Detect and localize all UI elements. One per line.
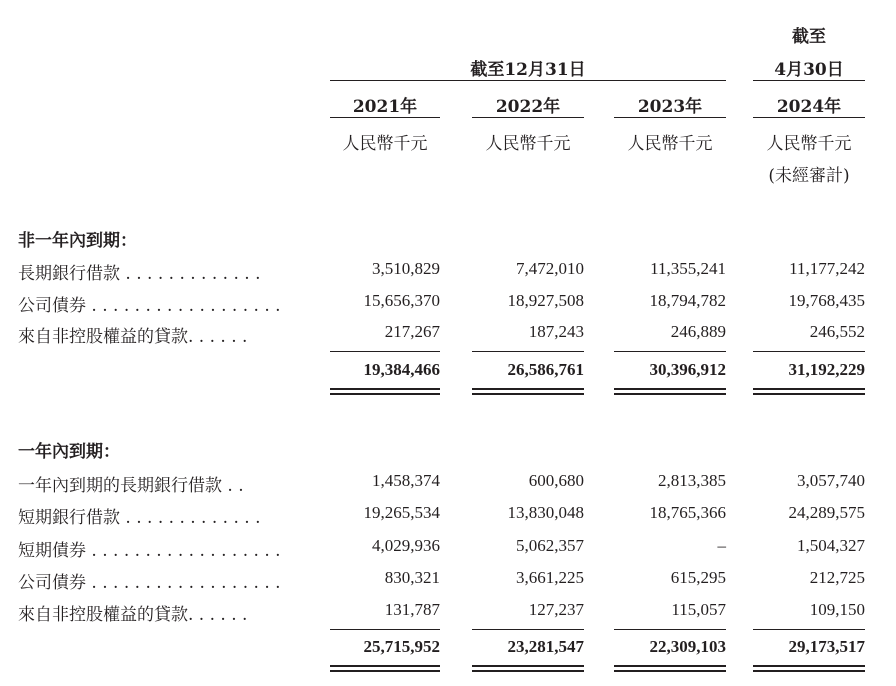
row-label-text: 短期債券 [18,541,86,561]
year-rule-2024 [753,117,865,118]
total-2022: 26,586,761 [507,360,584,379]
value-2022: 187,243 [528,322,584,341]
value-2022: 7,472,010 [516,259,584,278]
value-2023: 615,295 [670,568,726,587]
row-label [18,291,281,316]
subtotal-rule-2023 [614,629,726,630]
year-rule-2023 [614,117,726,118]
dot-leader: . . . . . . . . . . . . . [120,508,261,528]
row-label-text: 短期銀行借款 [18,508,120,528]
value-2024: 19,768,435 [788,291,865,310]
row-label [18,600,247,625]
subtotal-rule-2024 [753,629,865,630]
value-2022: 18,927,508 [507,291,584,310]
value-2024: 24,289,575 [788,503,865,522]
value-2021: 4,029,936 [372,536,440,555]
value-2024: 109,150 [809,600,865,619]
dot-leader: . . . . . . . . . . . . . . . . . . [86,573,281,593]
asof-bottom-label: 4月30日 [774,60,844,80]
row-label [18,503,261,528]
row-label [18,322,247,347]
non-current-section-title: 非一年內到期： [18,231,137,251]
value-2022: 13,830,048 [507,503,584,522]
double-rule-top-2022 [472,388,584,390]
value-2022: 3,661,225 [516,568,584,587]
unit-label-2023: 人民幣千元 [627,134,713,154]
value-2021: 19,265,534 [363,503,440,522]
dot-leader: . . [222,476,244,496]
double-rule-bottom-2023 [614,393,726,395]
row-label-text: 來自非控股權益的貸款 [18,605,188,625]
subtotal-rule-2023 [614,351,726,352]
row-label [18,568,281,593]
value-2024: 3,057,740 [797,471,865,490]
year-header-2023: 2023年 [637,97,703,117]
unit-label-2024: 人民幣千元 [766,134,852,154]
value-2024: 212,725 [809,568,865,587]
total-2022: 23,281,547 [507,637,584,656]
year-rule-2022 [472,117,584,118]
value-2023: 115,057 [671,600,726,619]
row-label-text: 公司債券 [18,573,86,593]
row-label [18,259,261,284]
double-rule-top-2023 [614,665,726,667]
current-section-title: 一年內到期： [18,442,120,462]
row-label [18,536,281,561]
dot-leader: . . . . . . . . . . . . . . . . . . [86,541,281,561]
dot-leader: . . . . . . [188,327,248,347]
row-label-text: 一年內到期的長期銀行借款 [18,476,222,496]
row-label-text: 來自非控股權益的貸款 [18,327,188,347]
value-2021: 3,510,829 [372,259,440,278]
double-rule-bottom-2021 [330,393,440,395]
value-2023: 2,813,385 [658,471,726,490]
double-rule-bottom-2024 [753,393,865,395]
value-2022: 127,237 [528,600,584,619]
dot-leader: . . . . . . . . . . . . . . . . . . [86,296,281,316]
value-2024: 1,504,327 [797,536,865,555]
period-group-label: 截至12月31日 [470,60,586,80]
double-rule-top-2022 [472,665,584,667]
row-label-text: 公司債券 [18,296,86,316]
subtotal-rule-2021 [330,629,440,630]
value-2023: 11,355,241 [650,259,726,278]
value-2021: 830,321 [384,568,440,587]
total-2023: 22,309,103 [649,637,726,656]
row-label-text: 長期銀行借款 [18,264,120,284]
year-header-2021: 2021年 [352,97,418,117]
subtotal-rule-2024 [753,351,865,352]
value-2021: 131,787 [384,600,440,619]
unit-label-2021: 人民幣千元 [342,134,428,154]
value-2024: 11,177,242 [789,259,865,278]
value-2023: 18,765,366 [649,503,726,522]
year-header-2022: 2022年 [495,97,561,117]
value-2023: 18,794,782 [649,291,726,310]
dot-leader: . . . . . . [188,605,248,625]
total-2023: 30,396,912 [649,360,726,379]
asof-top-label: 截至 [792,27,826,47]
double-rule-bottom-2024 [753,670,865,672]
asof-header-rule [753,80,865,81]
value-2021: 217,267 [384,322,440,341]
dot-leader: . . . . . . . . . . . . . [120,264,261,284]
value-2024: 246,552 [809,322,865,341]
double-rule-bottom-2023 [614,670,726,672]
value-2023: – [717,536,726,555]
total-2024: 29,173,517 [788,637,865,656]
double-rule-bottom-2021 [330,670,440,672]
subtotal-rule-2022 [472,629,584,630]
total-2021: 25,715,952 [363,637,440,656]
year-rule-2021 [330,117,440,118]
group-header-rule [330,80,726,81]
value-2021: 15,656,370 [363,291,440,310]
double-rule-top-2024 [753,665,865,667]
total-2021: 19,384,466 [363,360,440,379]
total-2024: 31,192,229 [788,360,865,379]
double-rule-top-2024 [753,388,865,390]
value-2022: 5,062,357 [516,536,584,555]
double-rule-top-2023 [614,388,726,390]
double-rule-bottom-2022 [472,393,584,395]
subtotal-rule-2022 [472,351,584,352]
row-label [18,471,244,496]
year-header-2024: 2024年 [776,97,842,117]
unaudited-label: (未經審計) [768,166,850,186]
value-2021: 1,458,374 [372,471,440,490]
unit-label-2022: 人民幣千元 [485,134,571,154]
value-2023: 246,889 [670,322,726,341]
value-2022: 600,680 [528,471,584,490]
double-rule-bottom-2022 [472,670,584,672]
double-rule-top-2021 [330,665,440,667]
subtotal-rule-2021 [330,351,440,352]
double-rule-top-2021 [330,388,440,390]
